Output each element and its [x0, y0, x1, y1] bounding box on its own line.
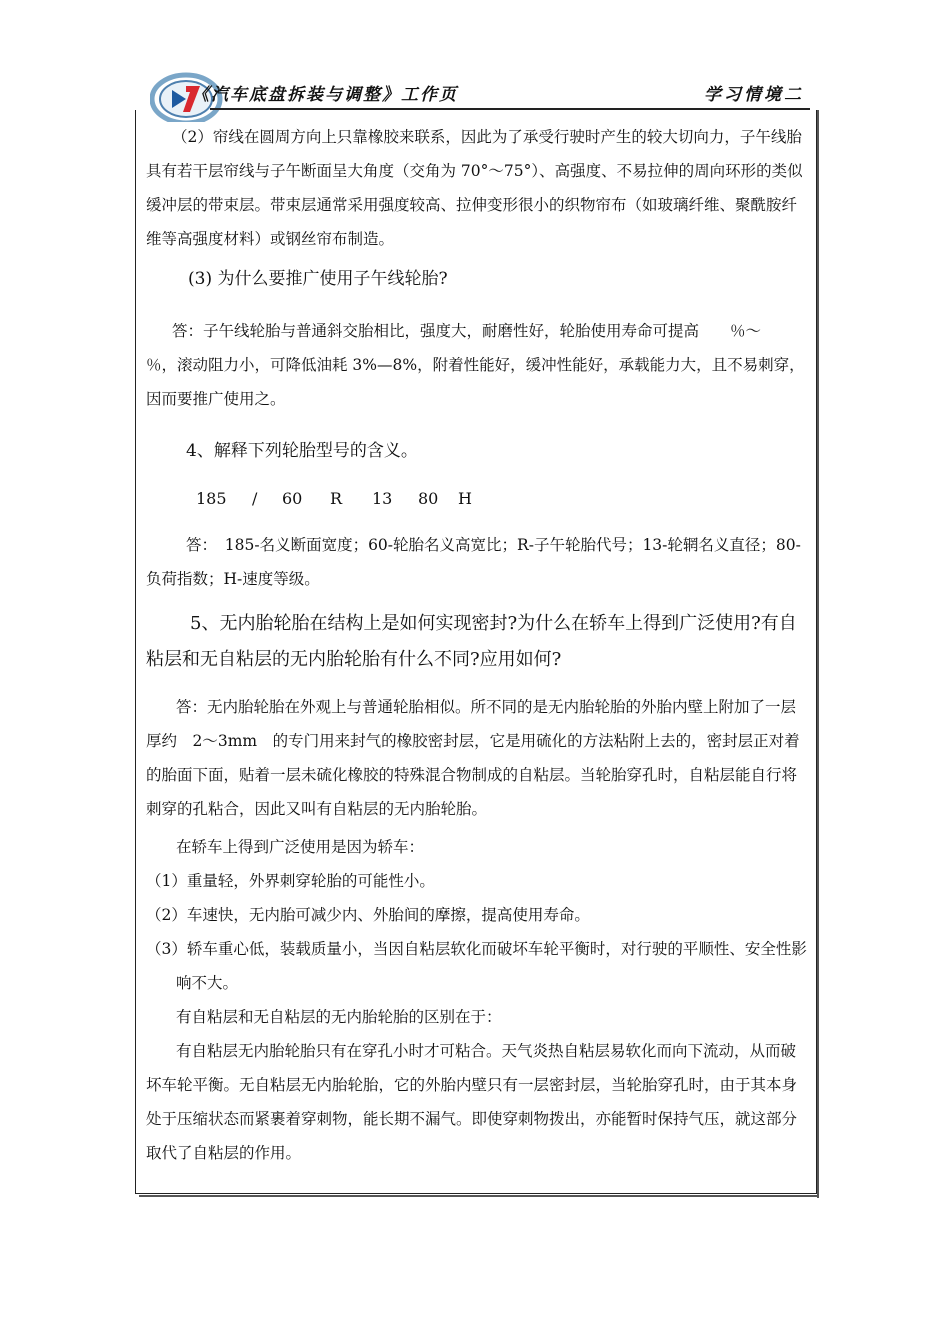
reason-1: （1）重量轻，外界刺穿轮胎的可能性小。 [146, 872, 435, 890]
tire-load-index: 80 [418, 489, 439, 508]
answer-5: 答：无内胎轮胎在外观上与普通轮胎相似。所不同的是无内胎轮胎的外胎内壁上附加了一层厚约 2～3mm 的专门用来封气的橡胶密封层，它是用硫化的方法粘附上去的，密封层正对着的胎面下面，贴着一层未硫化橡胶的特殊混合物制成的自粘层。当轮胎穿孔时，自粘层能自行将刺穿的孔粘合，因此又叫有自粘层的无内胎轮胎。 [146, 698, 800, 818]
frame-shadow [817, 110, 819, 1198]
question-5: 5、无内胎轮胎在结构上是如何实现密封?为什么在轿车上得到广泛使用?有自粘层和无自粘层的无内胎轮胎有什么不同?应用如何? [146, 613, 797, 670]
worksheet-title: 《汽车底盘拆装与调整》工作页 [192, 85, 458, 105]
question-4: 4、解释下列轮胎型号的含义。 [186, 441, 418, 461]
tire-width: 185 [196, 489, 227, 508]
reason-intro: 在轿车上得到广泛使用是因为轿车： [176, 838, 425, 856]
tire-slash: / [252, 489, 258, 508]
tire-aspect: 60 [282, 489, 303, 508]
reason-3: （3）轿车重心低，装载质量小，当因自粘层软化而破坏车轮平衡时，对行驶的平顺性、安全性影响不大。 [146, 940, 807, 992]
answer-3: 答：子午线轮胎与普通斜交胎相比，强度大，耐磨性好，轮胎使用寿命可提高 ％～ ％，滚动阻力小，可降低油耗 3%—8%，附着性能好，缓冲性能好，承载能力大，且不易刺穿，因而要推广使用之。 [146, 322, 805, 408]
difference-intro: 有自粘层和无自粘层的无内胎轮胎的区别在于： [176, 1008, 502, 1026]
tire-speed-rating: H [458, 489, 472, 508]
frame-shadow-bottom [139, 1195, 819, 1197]
section-label: 学习情境二 [704, 85, 804, 105]
paragraph-cord: （2）帘线在圆周方向上只靠橡胶来联系，因此为了承受行驶时产生的较大切向力，子午线胎具有若干层帘线与子午断面呈大角度（交角为 70°～75°）、高强度、不易拉伸的周向环形的类似缓冲层的带束层。带束层通常采用强度较高、拉伸变形很小的织物帘布（如玻璃纤维、聚酰胺纤维等高强度材料）或钢丝帘布制造。 [146, 128, 803, 248]
reason-2: （2）车速快，无内胎可减少内、外胎间的摩擦，提高使用寿命。 [146, 906, 590, 924]
question-3: (3) 为什么要推广使用子午线轮胎? [188, 269, 448, 289]
tire-construction: R [330, 489, 343, 508]
difference-text: 有自粘层无内胎轮胎只有在穿孔小时才可粘合。天气炎热自粘层易软化而向下流动，从而破坏车轮平衡。无自粘层无内胎轮胎，它的外胎内壁只有一层密封层，当轮胎穿孔时，由于其本身处于压缩状态而紧裹着穿刺物，能长期不漏气。即使穿刺物拨出，亦能暂时保持气压，就这部分取代了自粘层的作用。 [146, 1042, 798, 1162]
worksheet-body [146, 120, 810, 1170]
answer-4: 答： 185-名义断面宽度；60-轮胎名义高宽比；R-子午轮胎代号；13-轮辋名义直径；80-负荷指数；H-速度等级。 [146, 536, 801, 588]
tire-model [146, 482, 810, 516]
tire-rim: 13 [372, 489, 393, 508]
